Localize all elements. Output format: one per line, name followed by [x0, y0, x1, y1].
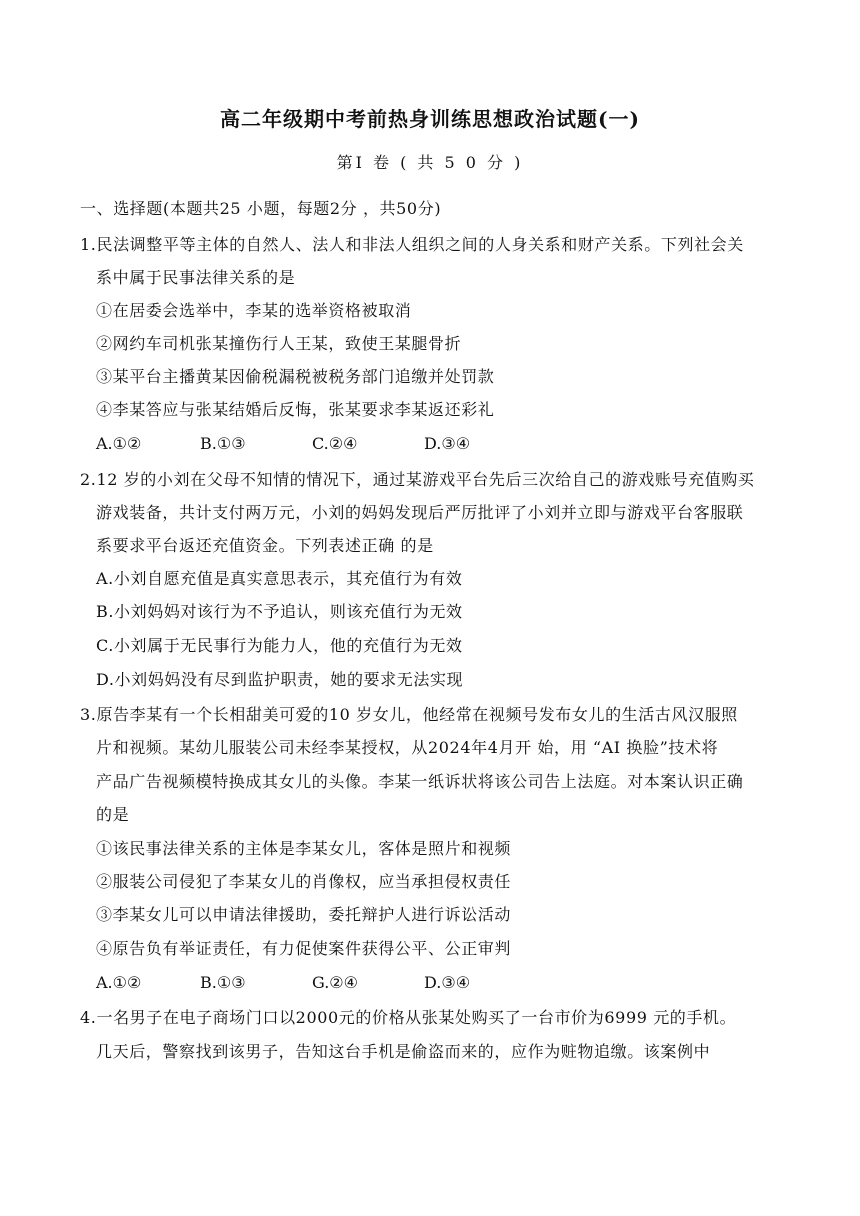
option-a: A.①②	[96, 973, 142, 992]
question-text-line: 系要求平台返还充值资金。下列表述正确 的是	[96, 536, 434, 555]
part-heading: 第Ⅰ 卷 ( 共 5 0 分 )	[336, 153, 524, 172]
statement-item: ③李某女儿可以申请法律援助，委托辩护人进行诉讼活动	[96, 905, 512, 924]
answer-options	[96, 973, 696, 993]
statement-item: ②网约车司机张某撞伤行人王某，致使王某腿骨折	[96, 334, 462, 353]
option-d: D.③④	[424, 434, 471, 453]
question-text-line: 系中属于民事法律关系的是	[96, 268, 296, 287]
question-text-line: 片和视频。某幼儿服装公司未经李某授权，从2024年4月开 始，用 “AI 换脸”技术将	[96, 738, 719, 757]
answer-options	[96, 434, 696, 454]
option-c: C.②④	[312, 434, 358, 453]
section-heading: 一、选择题(本题共25 小题，每题2分 ，共50分)	[80, 199, 442, 218]
question-text-line: 1.民法调整平等主体的自然人、法人和非法人组织之间的人身关系和财产关系。下列社会关	[80, 235, 744, 254]
option-a: A.①②	[96, 434, 142, 453]
question-text-line: 游戏装备，共计支付两万元，小刘的妈妈发现后严厉批评了小刘并立即与游戏平台客服联	[96, 503, 744, 522]
option-b: B.小刘妈妈对该行为不予追认，则该充值行为无效	[96, 602, 463, 621]
question-text-line: 产品广告视频模特换成其女儿的头像。李某一纸诉状将该公司告上法庭。对本案认识正确	[96, 772, 744, 791]
question-text-line: 4.一名男子在电子商场门口以2000元的价格从张某处购买了一台市价为6999 元的手机。	[80, 1008, 737, 1027]
option-c: C.小刘属于无民事行为能力人，他的充值行为无效	[96, 636, 463, 655]
statement-item: ②服装公司侵犯了李某女儿的肖像权，应当承担侵权责任	[96, 872, 512, 891]
option-a: A.小刘自愿充值是真实意思表示，其充值行为有效	[96, 569, 463, 588]
question-text-line: 的是	[96, 805, 130, 824]
option-b: B.①③	[200, 434, 246, 453]
question-text-line: 3.原告李某有一个长相甜美可爱的10 岁女儿，他经常在视频号发布女儿的生活古风汉服照	[80, 705, 738, 724]
exam-title: 高二年级期中考前热身训练思想政治试题(一)	[220, 107, 640, 131]
statement-item: ④原告负有举证责任，有力促使案件获得公平、公正审判	[96, 939, 512, 958]
option-d: D.小刘妈妈没有尽到监护职责，她的要求无法实现	[96, 670, 464, 689]
statement-item: ④李某答应与张某结婚后反悔，张某要求李某返还彩礼	[96, 400, 495, 419]
option-b: B.①③	[200, 973, 246, 992]
statement-item: ①该民事法律关系的主体是李某女儿，客体是照片和视频	[96, 839, 512, 858]
question-text-line: 几天后，警察找到该男子，告知这台手机是偷盗而来的，应作为赃物追缴。该案例中	[96, 1042, 711, 1061]
option-d: D.③④	[424, 973, 471, 992]
statement-item: ①在居委会选举中，李某的选举资格被取消	[96, 301, 412, 320]
statement-item: ③某平台主播黄某因偷税漏税被税务部门追缴并处罚款	[96, 367, 495, 386]
option-c: G.②④	[312, 973, 358, 992]
question-text-line: 2.12 岁的小刘在父母不知情的情况下，通过某游戏平台先后三次给自己的游戏账号充值购买	[80, 470, 755, 489]
